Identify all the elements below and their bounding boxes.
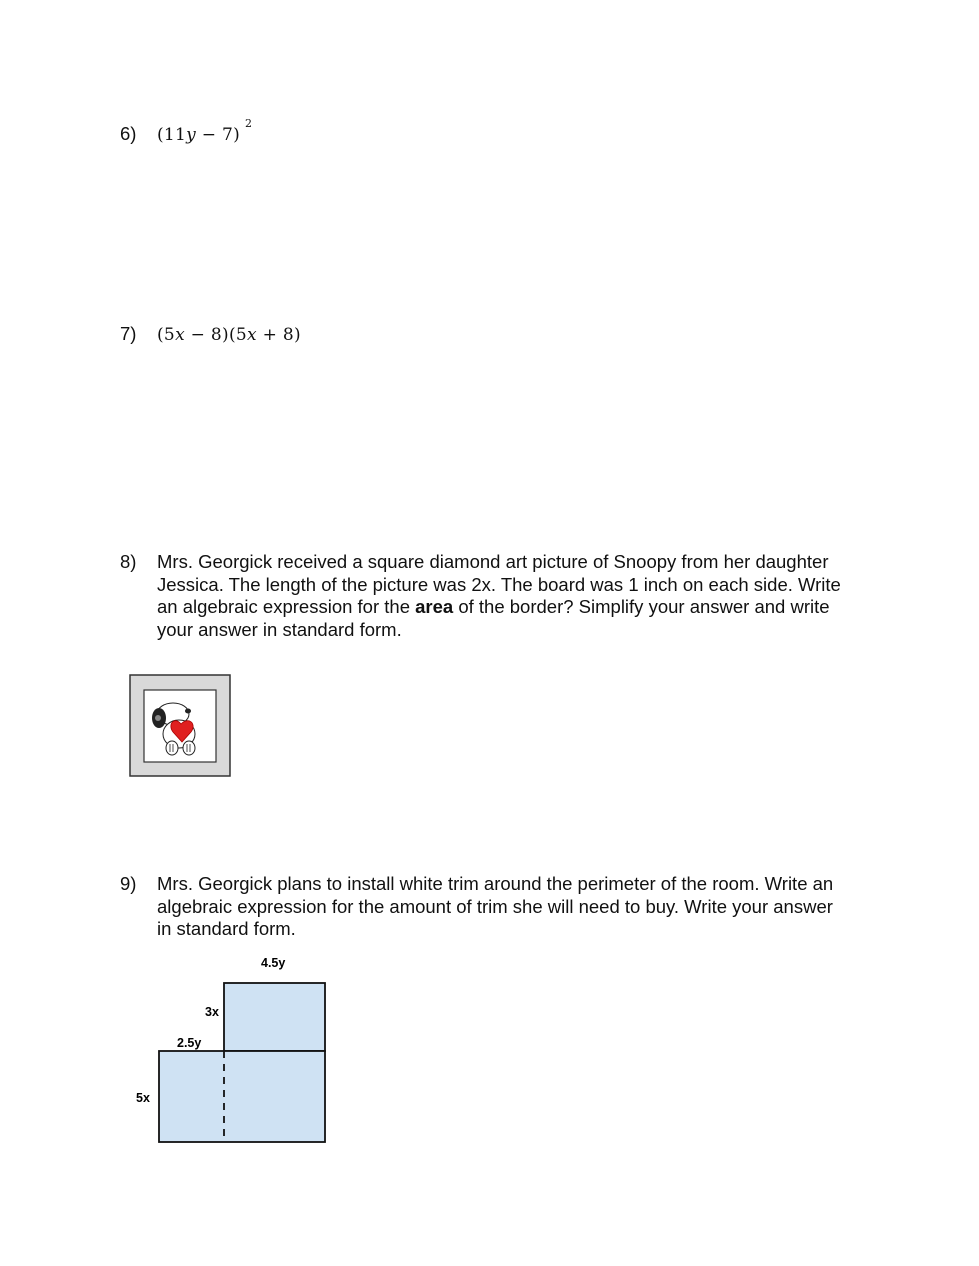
q9-number: 9) <box>120 873 137 894</box>
q7-expr-p3: + 8) <box>256 325 301 345</box>
q6-expression <box>157 125 240 145</box>
label-middle: 2.5y <box>177 1036 202 1050</box>
q6-expr-open: (11 <box>157 125 187 145</box>
room-lower-rect <box>159 1051 325 1142</box>
q6-exponent: 2 <box>245 117 252 130</box>
q6-number: 6) <box>120 123 137 144</box>
snoopy-picture-frame <box>129 674 232 778</box>
q7-expr-p1: (5 <box>157 325 176 345</box>
q7-number: 7) <box>120 323 137 344</box>
label-upper-left: 3x <box>205 1005 219 1019</box>
q9-text: Mrs. Georgick plans to install white trim around the perimeter of the room. Write an algebraic expression for the amount of trim she will need to buy. Write your answer in standard form. <box>157 873 834 939</box>
q7-expr-v2: x <box>247 325 257 345</box>
q8-number: 8) <box>120 551 137 572</box>
q6-expr-rest: − 7) <box>196 125 241 145</box>
q7-expression <box>157 325 301 345</box>
room-upper-rect <box>224 983 325 1051</box>
label-left: 5x <box>136 1091 150 1105</box>
q7-expr-p2: − 8)(5 <box>184 325 248 345</box>
label-top: 4.5y <box>261 956 286 970</box>
q7-expr-v1: x <box>175 325 185 345</box>
q8-text-after: of the border? Simplify your answer and write your answer in standard form. <box>157 596 830 640</box>
q8-text <box>157 551 847 641</box>
room-diagram <box>130 950 340 1150</box>
q8-text-bold: area <box>415 596 454 617</box>
q6-expr-var: y <box>186 125 197 145</box>
q8-text-before: Mrs. Georgick received a square diamond art picture of Snoopy from her daughter Jessica. The length of the picture was 2x. The board was 1 inch on each side. Write an algebraic expression for the <box>157 551 841 617</box>
